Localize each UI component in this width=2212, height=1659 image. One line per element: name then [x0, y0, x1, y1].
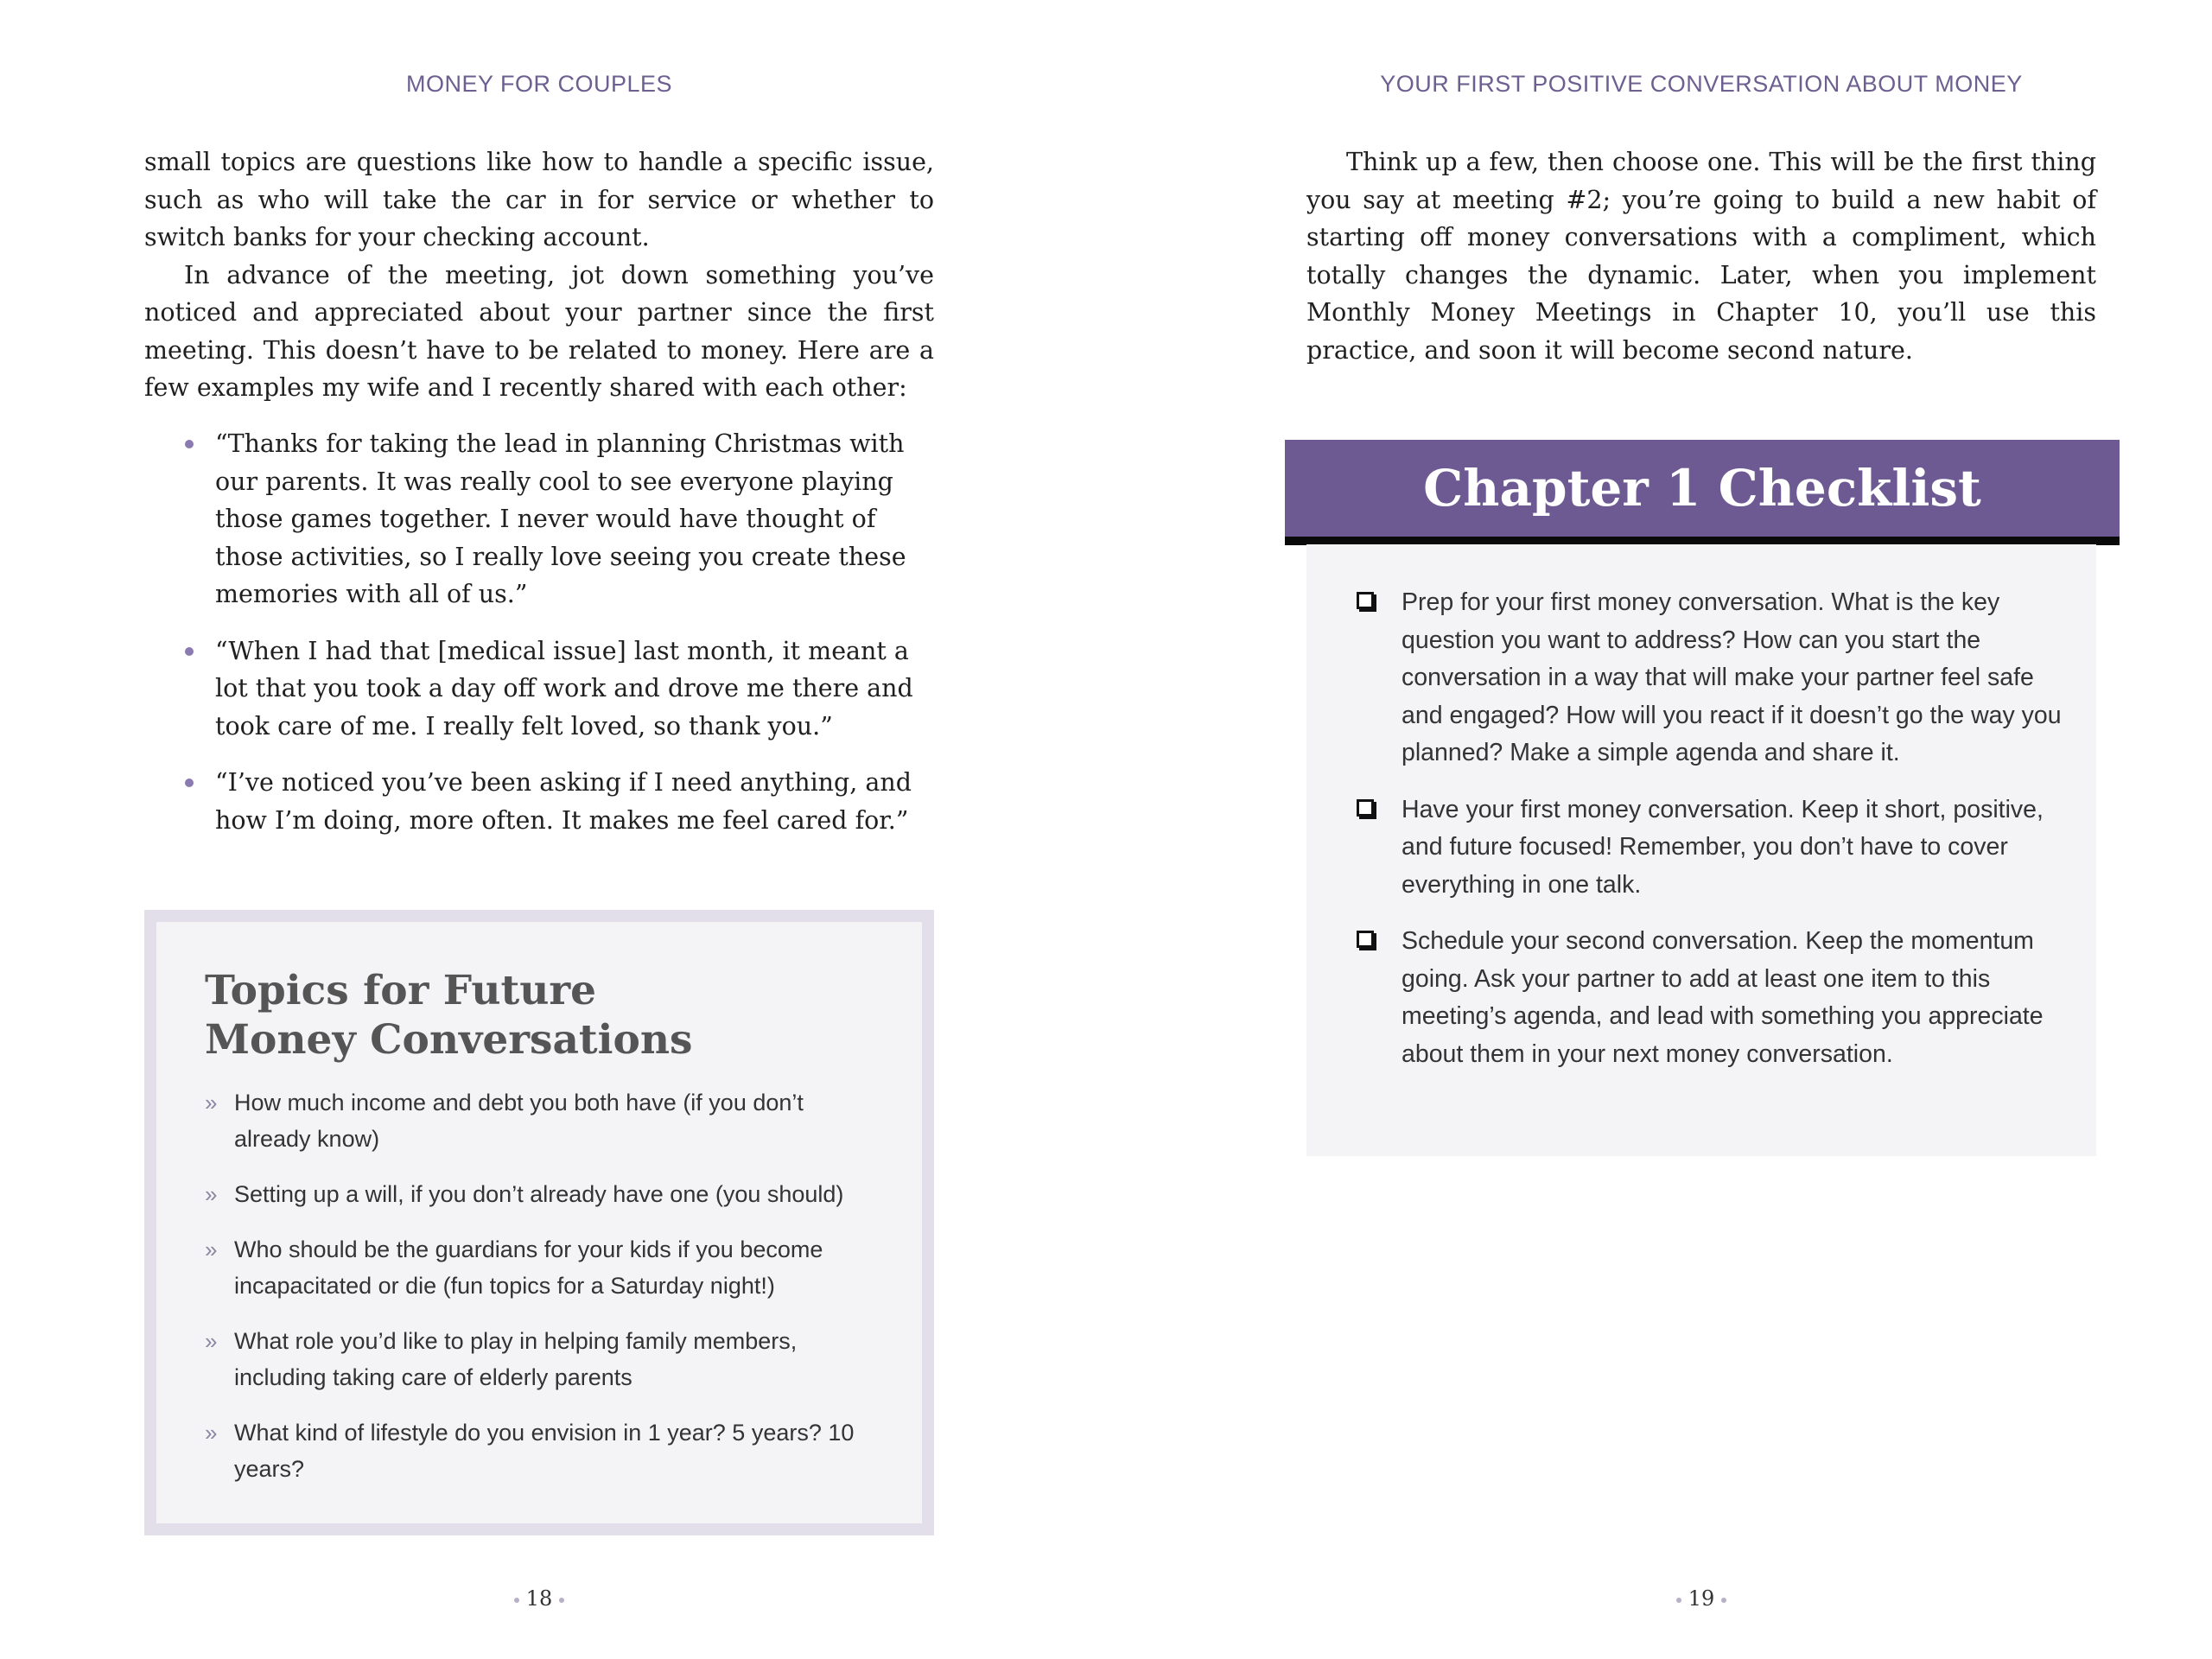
chevron-right-double-icon: » — [205, 1420, 218, 1446]
checklist-list — [1355, 584, 2063, 1092]
list-item — [144, 764, 934, 839]
bullet-icon — [185, 647, 194, 656]
left-body-text — [144, 143, 934, 407]
page-number: 19 — [1688, 1586, 1715, 1611]
page-number-right — [1615, 1586, 1788, 1611]
checklist-item — [1355, 584, 2063, 772]
folio-dot-icon — [514, 1598, 519, 1603]
topics-sidebar-box — [144, 910, 934, 1535]
list-item-text: “I’ve noticed you’ve been asking if I need anything, and how I’m doing, more often. It makes me feel cared for.” — [215, 768, 912, 835]
list-item-text: What kind of lifestyle do you envision in 1 year? 5 years? 10 years? — [234, 1420, 855, 1482]
folio-dot-icon — [1721, 1598, 1726, 1603]
chevron-right-double-icon: » — [205, 1090, 218, 1116]
bullet-icon — [185, 440, 194, 448]
list-item — [205, 1231, 879, 1304]
topics-title — [205, 966, 692, 1065]
topics-title-line: Topics for Future — [205, 967, 597, 1014]
list-item-text: How much income and debt you both have (if you don’t already know) — [234, 1090, 804, 1152]
paragraph: small topics are questions like how to handle a specific issue, such as who will take the car in for service or whether to switch banks for your checking account. — [144, 148, 934, 251]
page-number: 18 — [525, 1586, 553, 1611]
paragraph: In advance of the meeting, jot down something you’ve noticed and appreciated about your partner since the first meeting. This doesn’t have to be related to money. Here are a few examples my wife and I recently shared with each other: — [144, 260, 934, 402]
list-item — [144, 632, 934, 746]
topics-title-line: Money Conversations — [205, 1016, 693, 1064]
compliment-examples-list — [144, 425, 934, 858]
list-item — [205, 1414, 879, 1487]
checklist-title: Chapter 1 Checklist — [1423, 459, 1981, 518]
running-head-right: YOUR FIRST POSITIVE CONVERSATION ABOUT MONEY — [1380, 71, 2023, 97]
list-item — [205, 1176, 879, 1212]
folio-dot-icon — [1676, 1598, 1681, 1603]
chevron-right-double-icon: » — [205, 1236, 218, 1262]
topics-list — [205, 1084, 879, 1506]
chevron-right-double-icon: » — [205, 1328, 218, 1354]
bullet-icon — [185, 779, 194, 787]
checklist-box — [1306, 544, 2096, 1156]
list-item — [205, 1084, 879, 1157]
right-page — [1106, 0, 2212, 1659]
right-body-text — [1306, 143, 2096, 369]
list-item — [144, 425, 934, 613]
checkbox-icon — [1357, 592, 1374, 609]
checklist-item-text: Schedule your second conversation. Keep the momentum going. Ask your partner to add at least one item to this meeting’s agenda, and lead with something you appreciate about them in your next money conversation. — [1402, 927, 2044, 1068]
list-item-text: Setting up a will, if you don’t already have one (you should) — [234, 1181, 844, 1207]
checkbox-icon — [1357, 931, 1374, 948]
checklist-item — [1355, 923, 2063, 1073]
chevron-right-double-icon: » — [205, 1181, 218, 1207]
checklist-item-text: Prep for your first money conversation. What is the key question you want to address? How can you start the conversation in a way that will make your partner feel safe and engaged? How will you react if it doesn’t go the way you planned? Make a simple agenda and share it. — [1402, 588, 2062, 766]
list-item — [205, 1323, 879, 1395]
list-item-text: Who should be the guardians for your kids if you become incapacitated or die (fun topics for a Saturday night!) — [234, 1236, 823, 1299]
checklist-item-text: Have your first money conversation. Keep it short, positive, and future focused! Remember, you don’t have to cover everything in one talk. — [1402, 795, 2044, 899]
list-item-text: What role you’d like to play in helping family members, including taking care of elderly parents — [234, 1328, 798, 1390]
paragraph: Think up a few, then choose one. This will be the first thing you say at meeting #2; you’re going to build a new habit of starting off money conversations with a compliment, which totally changes the dynamic. Later, when you implement Monthly Money Meetings in Chapter 10, you’ll use this practice, and soon it will become second nature. — [1306, 148, 2096, 365]
page-number-left — [453, 1586, 626, 1611]
folio-dot-icon — [559, 1598, 564, 1603]
checklist-item — [1355, 791, 2063, 905]
running-head-left: MONEY FOR COUPLES — [405, 71, 673, 97]
list-item-text: “When I had that [medical issue] last month, it meant a lot that you took a day off work and drove me there and took care of me. I really felt loved, so thank you.” — [215, 636, 913, 741]
checkbox-icon — [1357, 799, 1374, 817]
checklist-banner — [1285, 440, 2120, 537]
list-item-text: “Thanks for taking the lead in planning Christmas with our parents. It was really cool to see everyone playing those games together. I never would have thought of those activities, so I really love seeing you create these memories with all of us.” — [215, 429, 906, 608]
